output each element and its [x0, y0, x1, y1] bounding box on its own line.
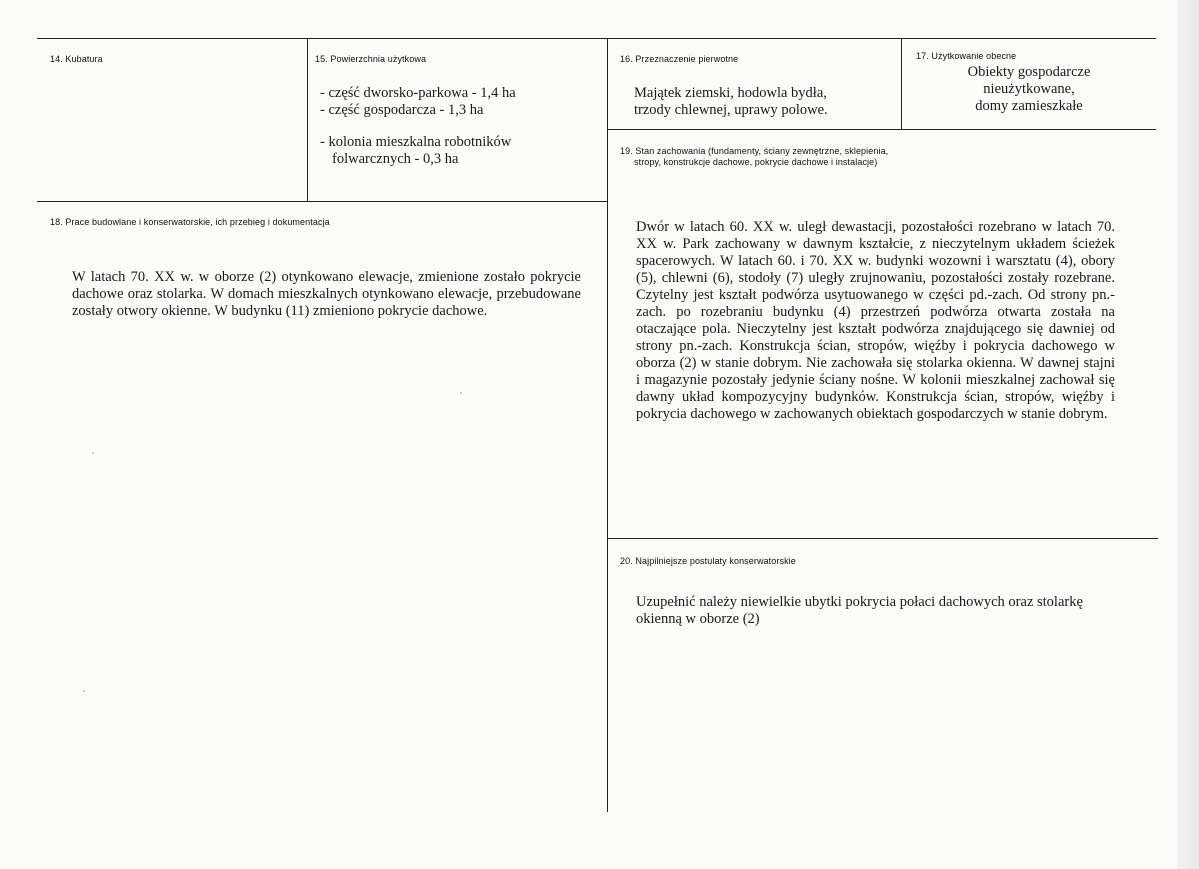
rule-below-16-17 [607, 129, 1156, 130]
field-15-label: 15. Powierzchnia użytkowa [315, 54, 427, 64]
field-17-line-3: domy zamieszkałe [975, 98, 1083, 114]
field-18-label: 18. Prace budowlane i konserwatorskie, ich przebieg i dokumentacja [50, 217, 330, 227]
field-15-line-1: - część dworsko-parkowa - 1,4 ha [320, 85, 516, 101]
scan-speck [460, 392, 462, 394]
field-18-text: W latach 70. XX w. w oborze (2) otynkowano elewacje, zmienione zostało pokrycie dachowe oraz stolarka. W domach mieszkalnych otynkowano elewacje, przebudowane zostały otwory okienne. W budynku (11) zmieniono pokrycie dachowe. [72, 269, 581, 319]
field-19-label-line-2: stropy, konstrukcje dachowe, pokrycie dachowe i instalacje) [634, 157, 878, 167]
divider-14-15 [307, 38, 308, 201]
field-20-label: 20. Najpilniejsze postulaty konserwatorskie [620, 556, 796, 566]
field-16-line-2: trzody chlewnej, uprawy polowe. [634, 102, 828, 118]
scan-edge [1177, 0, 1199, 869]
field-19-text: Dwór w latach 60. XX w. uległ dewastacji, pozostałości rozebrano w latach 70. XX w. Park zachowany w dawnym kształcie, z nieczytelnym układem ścieżek spacerowych. W latach 60. i 70. XX w. budynki wozowni i warsztatu (4), obory (5), chlewni (6), stodoły (7) uległy zrujnowaniu, pozostałości zostały rozebrane. Czytelny jest kształt podwórza usytuowanego w części pd.-zach. Od strony pn.-zach. po rozebraniu budynku (4) przestrzeń podwórza otwarta została na otaczające pola. Nieczytelny jest kształt podwórza znajdującego się dawniej od strony pn.-zach. Konstrukcja ścian, stropów, więźby i pokrycia dachowego w oborza (2) w stanie dobrym. Nie zachowała się stolarka okienna. W dawnej stajni i magazynie pozostały jedynie ściany nośne. W kolonii mieszkalnej zachował się dawny układ kompozycyjny budynków. Konstrukcja ścian, stropów, więźby i pokrycia dachowego w zachowanych obiektach gospodarczych w stanie dobrym. [636, 219, 1115, 422]
field-14-label: 14. Kubatura [50, 54, 103, 64]
field-17-label: 17. Użytkowanie obecne [916, 51, 1017, 61]
scan-speck [92, 452, 94, 454]
rule-below-14-15 [37, 201, 607, 202]
divider-center [607, 38, 608, 812]
field-16-label: 16. Przeznaczenie pierwotne [620, 54, 739, 64]
field-20-text: Uzupełnić należy niewielkie ubytki pokrycia połaci dachowych oraz stolarkę okienną w oborze (2) [636, 594, 1083, 627]
top-rule [37, 38, 1156, 39]
field-16-line-1: Majątek ziemski, hodowla bydła, [634, 85, 827, 101]
field-17-line-1: Obiekty gospodarcze [967, 64, 1091, 80]
field-17-line-2: nieużytkowane, [983, 81, 1075, 97]
rule-above-20 [607, 538, 1158, 539]
field-15-line-2: - część gospodarcza - 1,3 ha [320, 102, 484, 118]
field-19-label-line-1: 19. Stan zachowania (fundamenty, ściany zewnętrzne, sklepienia, [620, 146, 889, 156]
field-15-line-4: folwarcznych - 0,3 ha [332, 151, 459, 167]
field-15-line-3: - kolonia mieszkalna robotników [320, 134, 512, 150]
scan-speck [83, 690, 85, 692]
